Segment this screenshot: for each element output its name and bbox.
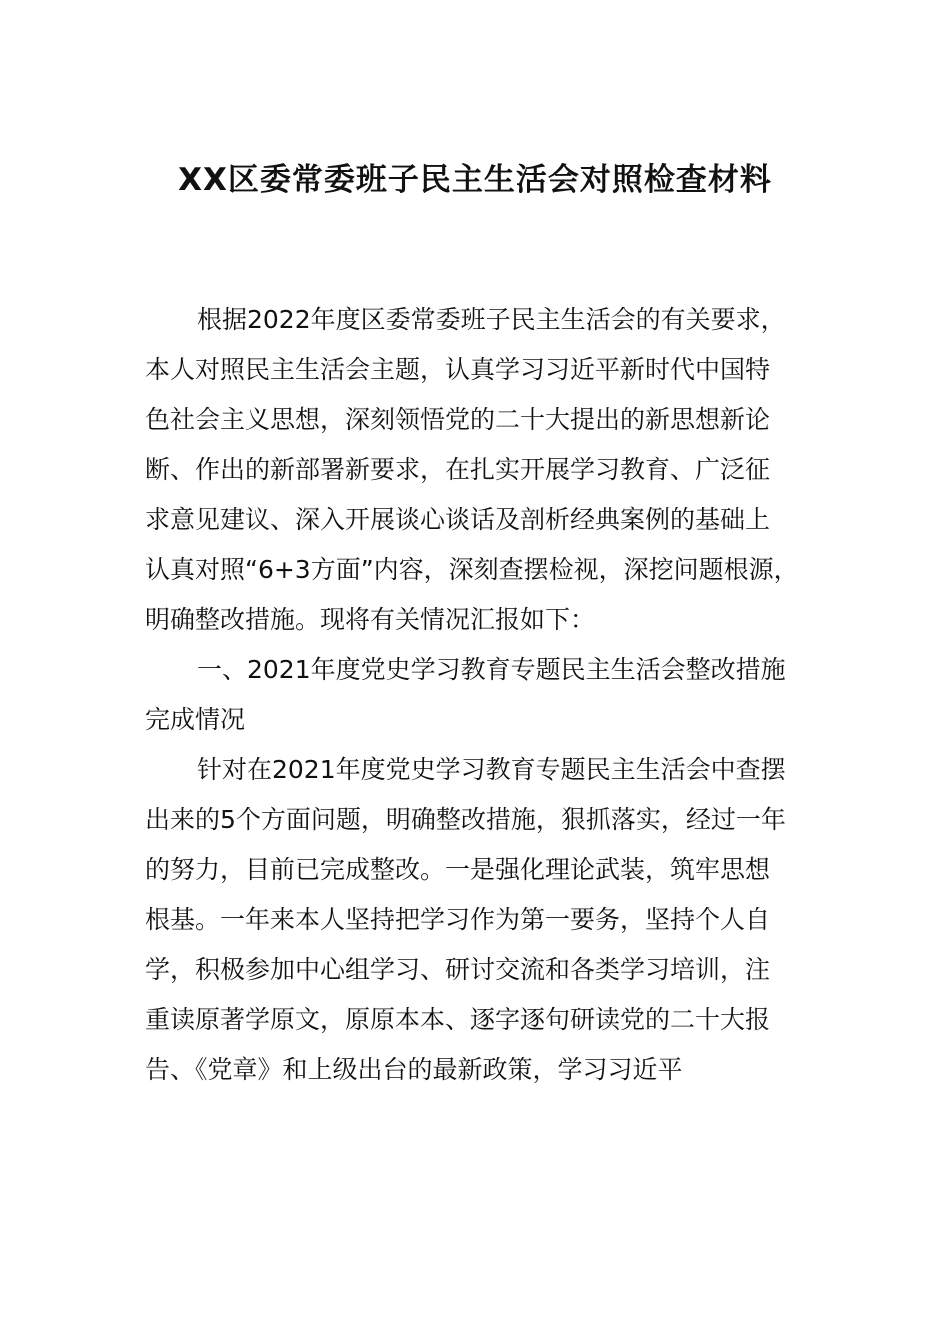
paragraph-2-line-1: 针对在2021年度党史学习教育专题民主生活会中查摆	[197, 755, 786, 784]
document-title: XX区委常委班子民主生活会对照检查材料	[178, 162, 772, 198]
paragraph-1-line-6: 认真对照“6+3方面”内容，深刻查摆检视，深挖问题根源，	[145, 555, 799, 584]
paragraph-2-line-4: 根基。一年来本人坚持把学习作为第一要务，坚持个人自	[145, 905, 771, 934]
section-heading-line-1: 一、2021年度党史学习教育专题民主生活会整改措施	[197, 655, 786, 684]
section-heading-line-2: 完成情况	[145, 705, 246, 734]
paragraph-1-line-1: 根据2022年度区委常委班子民主生活会的有关要求，	[197, 305, 786, 334]
paragraph-1-line-4: 断、作出的新部署新要求，在扎实开展学习教育、广泛征	[145, 455, 771, 484]
paragraph-2-line-6: 重读原著学原文，原原本本、逐字逐句研读党的二十大报	[145, 1005, 771, 1034]
paragraph-1-line-7: 明确整改措施。现将有关情况汇报如下：	[145, 605, 596, 634]
paragraph-2-line-5: 学，积极参加中心组学习、研讨交流和各类学习培训，注	[145, 955, 771, 984]
document-body	[145, 295, 810, 1095]
paragraph-2-line-7: 告、《党章》和上级出台的最新政策，学习习近平	[145, 1055, 683, 1084]
paragraph-2-line-3: 的努力，目前已完成整改。一是强化理论武装，筑牢思想	[145, 855, 771, 884]
paragraph-1-line-2: 本人对照民主生活会主题，认真学习习近平新时代中国特	[145, 355, 771, 384]
paragraph-1-line-3: 色社会主义思想，深刻领悟党的二十大提出的新思想新论	[145, 405, 771, 434]
paragraph-1-line-5: 求意见建议、深入开展谈心谈话及剖析经典案例的基础上	[145, 505, 771, 534]
paragraph-2-line-2: 出来的5个方面问题，明确整改措施，狠抓落实，经过一年	[145, 805, 786, 834]
